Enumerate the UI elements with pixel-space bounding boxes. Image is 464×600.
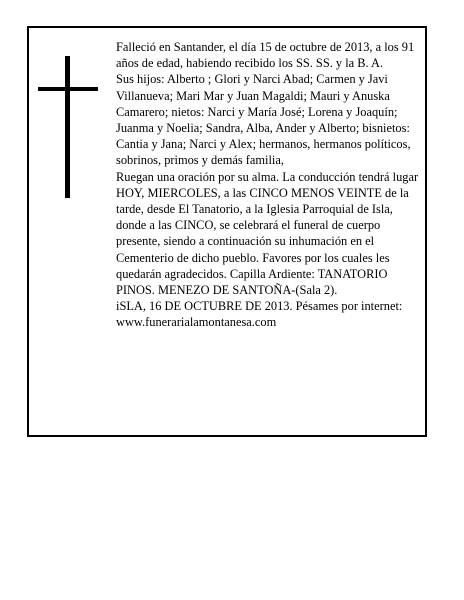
- obituary-notice: [27, 26, 427, 437]
- notice-text: [116, 39, 421, 331]
- death-announcement-paragraph: Falleció en Santander, el día 15 de octubre de 2013, a los 91 años de edad, habiendo recibido los SS. SS. y la B. A.: [116, 40, 415, 71]
- cross-vertical-bar: [65, 56, 70, 198]
- cross-icon: [38, 56, 98, 198]
- family-paragraph: Sus hijos: Alberto ; Glori y Narci Abad; Carmen y Javi Villanueva; Mari Mar y Juan Magaldi; Mauri y Anuska Camarero; nietos: Narci y María José; Lorena y Joaquín; Juanma y Noelia; Sandra, Alba, Ander y Alberto; bisnietos: Cantia y Jana; Narci y Alex; hermanos, hermanos políticos, sobrinos, primos y demás familia,: [116, 72, 411, 168]
- cross-horizontal-bar: [38, 87, 98, 91]
- place-date-paragraph: iSLA, 16 DE OCTUBRE DE 2013. Pésames por internet: www.funerarialamontanesa.com: [116, 299, 403, 330]
- ceremony-paragraph: Ruegan una oración por su alma. La conducción tendrá lugar HOY, MIERCOLES, a las CINCO MENOS VEINTE de la tarde, desde El Tanatorio, a la Iglesia Parroquial de Isla, donde a las CINCO, se celebrará el funeral de cuerpo presente, siendo a continuación su inhumación en el Cementerio de dicho pueblo. Favores por los cuales les quedarán agradecidos. Capilla Ardiente: TANATORIO PINOS. MENEZO DE SANTOÑA-(Sala 2).: [116, 169, 419, 298]
